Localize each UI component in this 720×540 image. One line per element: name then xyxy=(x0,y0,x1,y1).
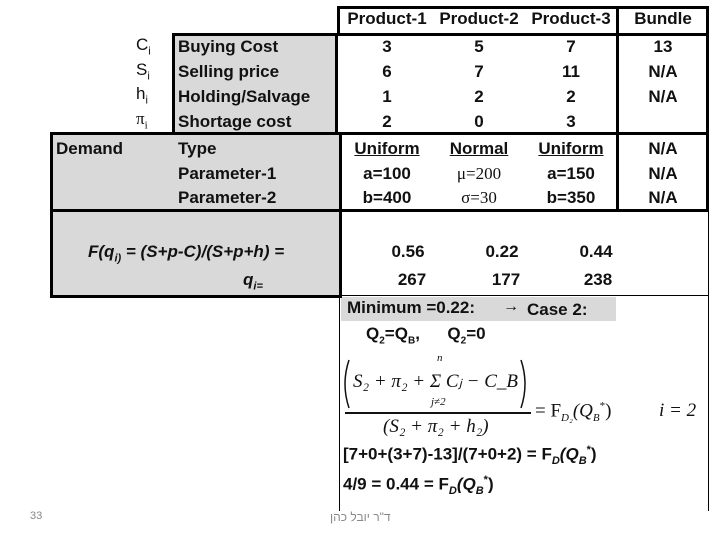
q-value-p3: 238 xyxy=(583,270,613,289)
minimum-text: Minimum =0.22: xyxy=(347,298,476,317)
q-value-p1: 267 xyxy=(397,270,427,289)
header-product-2: Product-2 xyxy=(439,9,519,28)
border-labels-right xyxy=(335,33,338,133)
equation-block xyxy=(341,352,707,442)
border-calc-left xyxy=(339,297,340,511)
buying-cost-p2: 5 xyxy=(474,37,484,56)
border-demand-top xyxy=(50,132,709,135)
row-label-buying-cost: Buying Cost xyxy=(178,37,279,56)
shortage-p2: 0 xyxy=(474,112,484,131)
param2-p3: b=350 xyxy=(546,188,596,207)
fraction-bar xyxy=(345,412,531,414)
border-fractile-bottom xyxy=(50,295,342,298)
selling-price-bundle: N/A xyxy=(648,62,678,81)
symbol-c: $C_i$ xyxy=(136,35,151,58)
header-product-1: Product-1 xyxy=(347,9,427,28)
holding-p3: 2 xyxy=(566,87,576,106)
paren-left-icon xyxy=(341,358,351,410)
row-label-holding-salvage: Holding/Salvage xyxy=(178,87,311,106)
border-labels-left xyxy=(172,33,175,133)
demand-type-p2: Normal xyxy=(449,139,509,158)
buying-cost-bundle: 13 xyxy=(653,37,673,56)
param1-p1: a=100 xyxy=(363,164,411,183)
param1-p3: a=150 xyxy=(547,164,595,183)
buying-cost-p1: 3 xyxy=(382,37,392,56)
param2-p1: b=400 xyxy=(362,188,412,207)
selling-price-p2: 7 xyxy=(474,62,484,81)
param1-bundle: N/A xyxy=(648,164,678,183)
symbol-s: $S_i$ xyxy=(136,60,150,83)
demand-type-p1: Uniform xyxy=(354,139,420,158)
border-right-lower xyxy=(708,211,709,511)
calc-line-1: $[7+0+(3+7)-13]/(7+0+2) = F_D(Q_B^*)$ xyxy=(343,444,597,468)
row-label-selling-price: Selling price xyxy=(178,62,280,81)
symbol-h: $h_i$ xyxy=(136,84,148,107)
row-label-shortage-cost: Shortage cost xyxy=(178,112,292,131)
paren-right-icon xyxy=(519,358,529,410)
header-bundle: Bundle xyxy=(634,9,692,28)
buying-cost-p3: 7 xyxy=(566,37,576,56)
param2-p2: σ=30 xyxy=(461,188,497,207)
demand-label-type: Type xyxy=(178,139,217,158)
i-equals-2: i = 2 xyxy=(659,400,697,421)
fractile-value-p2: 0.22 xyxy=(485,242,519,261)
border-left-header xyxy=(337,6,340,36)
symbol-pi: $\pi_i$ xyxy=(136,109,148,132)
denominator: (S₂ + π₂ + h₂) xyxy=(383,416,489,437)
demand-label-parameter-2: Parameter-2 xyxy=(178,188,277,207)
sum-lower: j≠2 xyxy=(431,396,446,408)
shortage-p1: 2 xyxy=(382,112,392,131)
q-equality-line: $Q_2=Q_B$, $Q_2=0$ xyxy=(366,324,486,347)
page-number: 33 xyxy=(30,510,43,522)
holding-bundle: N/A xyxy=(648,87,678,106)
selling-price-p3: 11 xyxy=(562,62,580,81)
selling-price-p1: 6 xyxy=(382,62,392,81)
fractile-value-p3: 0.44 xyxy=(579,242,613,261)
arrow-right-icon: → xyxy=(503,298,519,315)
border-middle-bottom xyxy=(339,295,709,296)
holding-p1: 1 xyxy=(382,87,392,106)
fractile-value-p1: 0.56 xyxy=(391,242,425,261)
demand-label-parameter-1: Parameter-1 xyxy=(178,164,277,183)
numerator: S₂ + π₂ + Σ Cⱼ − C_B xyxy=(353,371,519,392)
holding-p2: 2 xyxy=(474,87,484,106)
equation-rhs: = $F_{D_2}(Q_B^*)$ xyxy=(535,400,612,425)
footer-author: ד"ר יובל כהן xyxy=(330,510,391,524)
demand-title: Demand xyxy=(56,139,124,158)
header-product-3: Product-3 xyxy=(531,9,611,28)
border-header-bottom xyxy=(172,33,709,36)
case-label: Case 2: xyxy=(527,300,588,319)
q-label: $q_{i=}$ xyxy=(243,270,263,293)
calc-line-2: $4/9 = 0.44 = F_D(Q_B^*)$ xyxy=(343,474,494,498)
shortage-p3: 3 xyxy=(566,112,576,131)
border-demand-left xyxy=(50,132,53,298)
fractile-formula: $F(q_{i)} = (S+p-C)/(S+p+h)$ = xyxy=(88,242,285,265)
border-demand-bottom xyxy=(50,209,709,212)
sum-upper: n xyxy=(437,352,443,364)
param1-p2: μ=200 xyxy=(456,164,502,183)
param2-bundle: N/A xyxy=(648,188,678,207)
q-value-p2: 177 xyxy=(491,270,521,289)
demand-type-bundle: N/A xyxy=(648,139,678,158)
demand-type-p3: Uniform xyxy=(538,139,604,158)
